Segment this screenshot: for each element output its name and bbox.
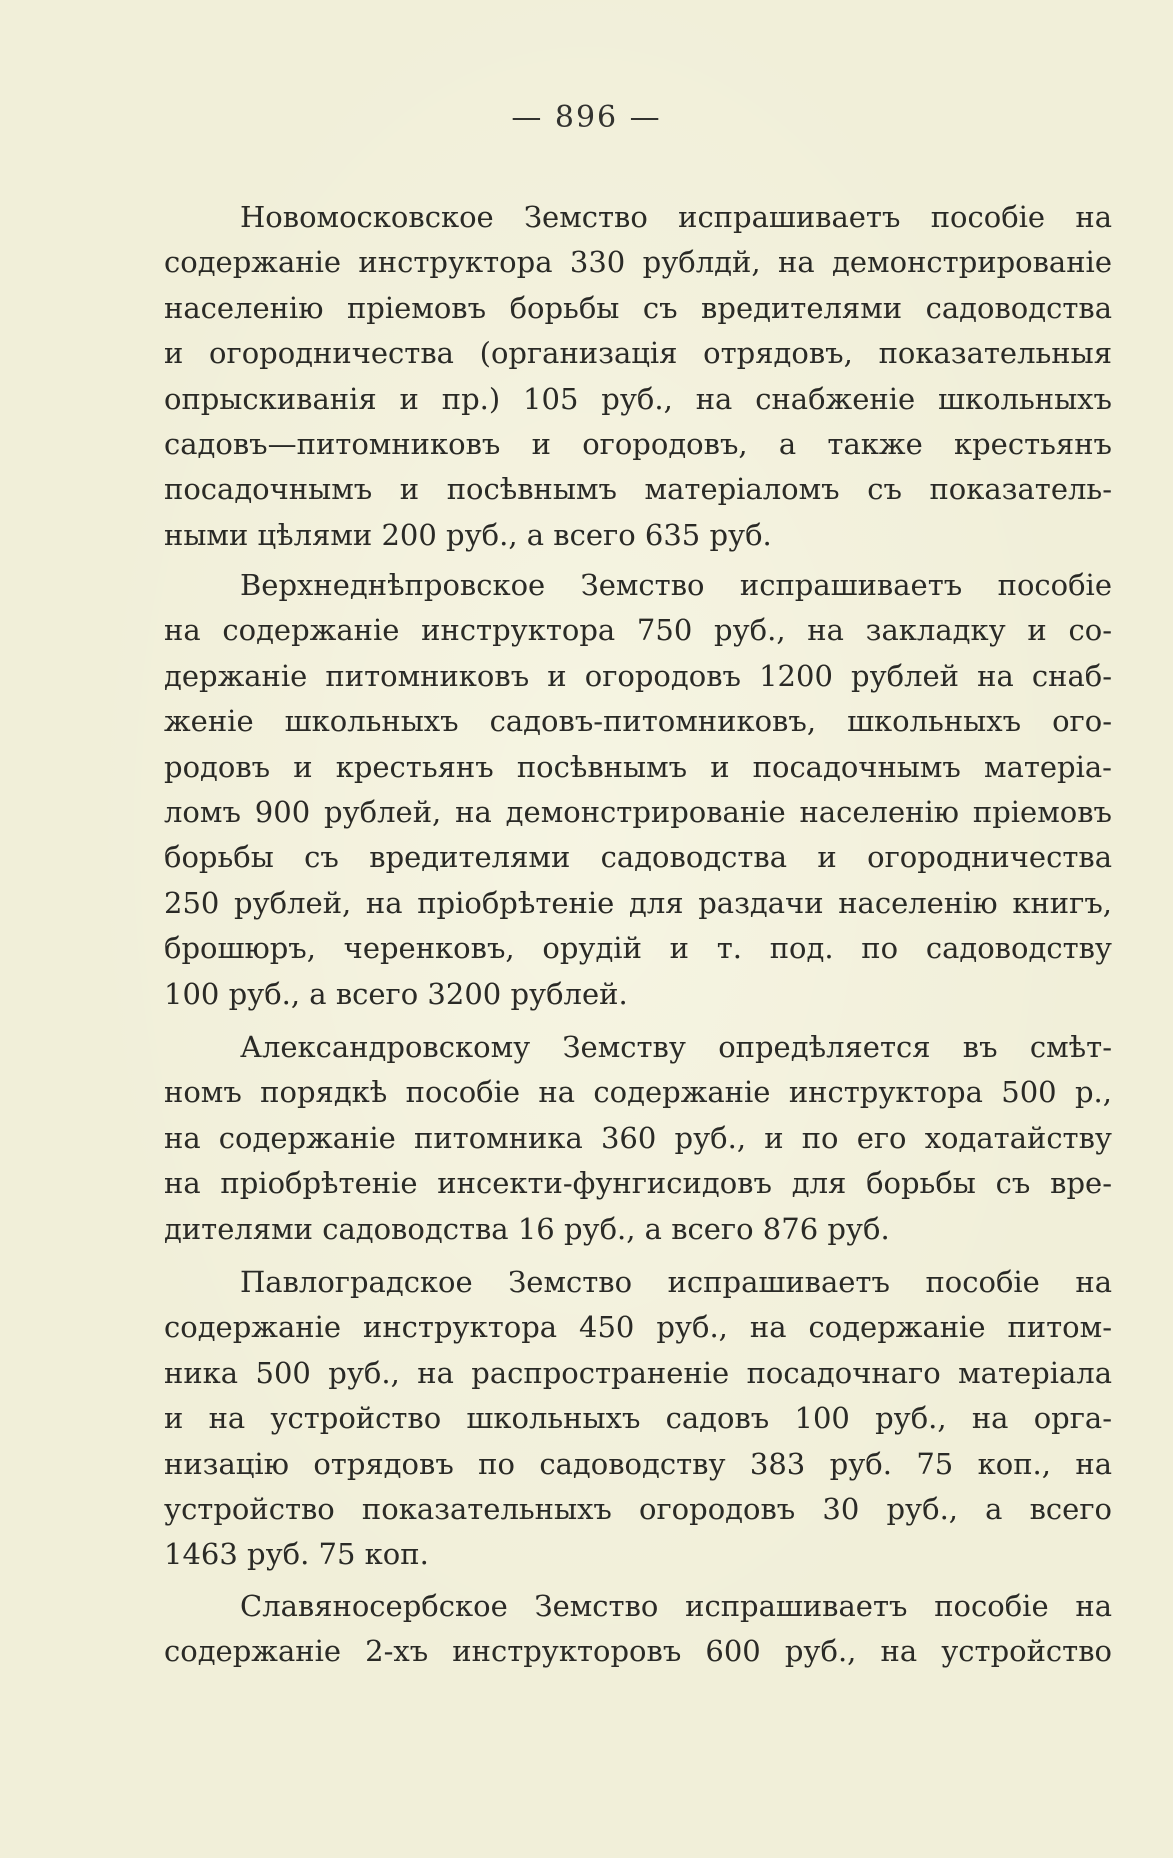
paragraph-novomoskovsk [164,195,1112,558]
text-line: 250 рублей, на пріобрѣтеніе для раздачи населенію книгъ, [164,885,1112,920]
text-line: ника 500 руб., на распространеніе посадочнаго матеріала [164,1355,1112,1390]
text-line: содержаніе инструктора 450 руб., на содержаніе питом- [164,1310,1112,1345]
text-line: и на устройство школьныхъ садовъ 100 руб., на орга- [164,1401,1112,1436]
text-line: номъ порядкѣ пособіе на содержаніе инструктора 500 р., [164,1075,1112,1110]
paragraph-slavyanoserbsk [164,1584,1112,1675]
text-line: устройство показательныхъ огородовъ 30 руб., а всего [164,1492,1112,1527]
text-line: и огородничества (организація отрядовъ, показательныя [164,336,1112,371]
text-line: брошюръ, черенковъ, орудій и т. под. по садоводству [164,931,1112,966]
text-line: содержаніе 2-хъ инструкторовъ 600 руб., на устройство [164,1634,1112,1669]
paragraph-aleksandrovsk [164,1025,1112,1252]
text-line: на содержаніе питомника 360 руб., и по его ходатайству [164,1120,1112,1155]
text-line: на содержаніе инструктора 750 руб., на закладку и со- [164,613,1112,648]
text-line: садовъ—питомниковъ и огородовъ, а также крестьянъ [164,427,1112,462]
text-line: опрыскиванія и пр.) 105 руб., на снабженіе школьныхъ [164,381,1112,416]
text-line: родовъ и крестьянъ посѣвнымъ и посадочнымъ матеріа- [164,749,1112,784]
text-line: 100 руб., а всего 3200 рублей. [164,976,628,1011]
text-line: женіе школьныхъ садовъ-питомниковъ, школьныхъ ого- [164,704,1112,739]
text-line: Павлоградское Земство испрашиваетъ пособіе на [240,1265,1112,1299]
text-line: посадочнымъ и посѣвнымъ матеріаломъ съ показатель- [164,472,1112,507]
text-line: Славяносербское Земство испрашиваетъ пособіе на [240,1589,1112,1623]
text-line: держаніе питомниковъ и огородовъ 1200 рублей на снаб- [164,658,1112,693]
text-line: населенію пріемовъ борьбы съ вредителями садоводства [164,290,1112,325]
text-line: ными цѣлями 200 руб., а всего 635 руб. [164,517,772,552]
text-line: дителями садоводства 16 руб., а всего 876 руб. [164,1211,890,1246]
text-line: 1463 руб. 75 коп. [164,1537,429,1572]
text-line: Новомосковское Земство испрашиваетъ пособіе на [240,200,1112,234]
text-line: содержаніе инструктора 330 рублдй, на демонстрированіе [164,245,1112,280]
text-line: борьбы съ вредителями садоводства и огородничества [164,840,1112,875]
text-line: низацію отрядовъ по садоводству 383 руб. 75 коп., на [164,1446,1112,1481]
text-line: на пріобрѣтеніе инсекти-фунгисидовъ для борьбы съ вре- [164,1166,1112,1201]
text-line: Верхнеднѣпровское Земство испрашиваетъ пособіе [240,568,1112,602]
text-line: Александровскому Земству опредѣляется въ смѣт- [240,1030,1112,1064]
paragraph-verkhnedneprovsk [164,563,1112,1017]
text-line: ломъ 900 рублей, на демонстрированіе населенію пріемовъ [164,795,1112,830]
paragraph-pavlograd [164,1260,1112,1578]
page-number: — 896 — [511,100,662,135]
